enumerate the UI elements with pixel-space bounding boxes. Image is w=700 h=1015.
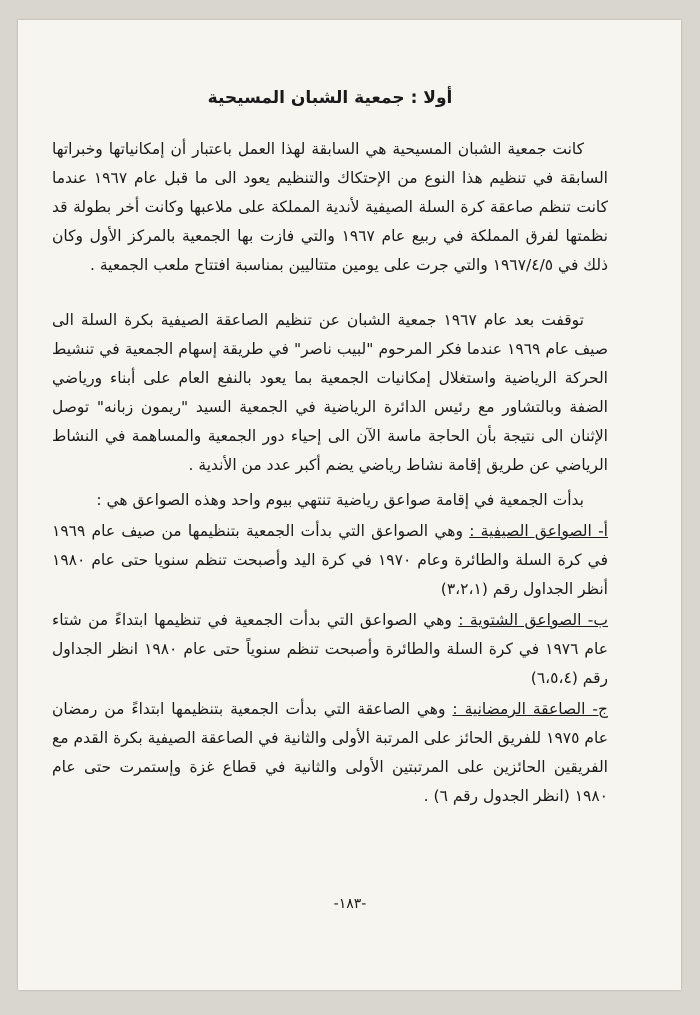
list-item-winter <box>52 606 608 693</box>
paragraph-history: توقفت بعد عام ١٩٦٧ جمعية الشبان عن تنظيم الصاعقة الصيفية بكرة السلة الى صيف عام ١٩٦٩ عندما فكر المرحوم "لبيب ناصر" في طريقة إسهام الجمعية في تنشيط الحركة الرياضية واستغلال إمكانيات الجمعية بما يعود بالنفع العام على أبناء ورياضي الضفة وبالتشاور مع رئيس الدائرة الرياضية في الجمعية السيد "ريمون زبانه" توصل الإثنان الى نتيجة بأن الحاجة ماسة الآن الى إحياء دور الجمعية والمساهمة في النشاط الرياضي عن طريق إقامة نشاط رياضي يضم أكبر عدد من الأندية . <box>52 311 609 474</box>
paragraph-competitions-intro: بدأت الجمعية في إقامة صواعق رياضية تنتهي بيوم واحد وهذه الصواعق هي : <box>96 491 584 509</box>
document-body <box>52 84 608 811</box>
item-text: وهي الصواعق التي بدأت الجمعية في تنظيمها ابتداءً من شتاء عام ١٩٧٦ في كرة السلة والطائرة وأصبحت تنظم سنوياً حتى عام ١٩٨٠ انظر الجداول رقم (٦،٥،٤) <box>52 611 608 687</box>
item-heading: أ- الصواعق الصيفية : <box>469 522 608 540</box>
list-item-ramadan <box>52 695 608 811</box>
item-heading: ب- الصواعق الشتوية : <box>458 611 608 629</box>
item-heading: ج- الصاعقة الرمضانية : <box>452 700 609 718</box>
paragraph-spacer <box>52 280 608 306</box>
section-title: أولا : جمعية الشبان المسيحية <box>207 88 453 108</box>
paragraph-intro: كانت جمعية الشبان المسيحية هي السابقة لهذا العمل باعتبار أن إمكانياتها وخبراتها السابقة في تنظيم هذا النوع من الإحتكاك والتنظيم يعود الى ما قبل عام ١٩٦٧ عندما كانت تنظم صاعقة كرة السلة الصيفية لأندية المملكة على ملاعبها وكانت أخر بطولة قد نظمتها لفرق المملكة في ربيع عام ١٩٦٧ والتي فازت بها الجمعية بالمركز الأول وكان ذلك في ١٩٦٧/٤/٥ والتي جرت على يومين متتاليين بمناسبة افتتاح ملعب الجمعية . <box>52 140 608 274</box>
page-number: -١٨٣- <box>333 896 367 912</box>
item-text: وهي الصواعق التي بدأت الجمعية بتنظيمها من صيف عام ١٩٦٩ في كرة السلة والطائرة وعام ١٩٧٠ في كرة اليد وأصبحت تنظم سنويا حتى عام ١٩٨٠ أنظر الجداول رقم (٣،٢،١) <box>52 522 608 598</box>
list-item-summer <box>52 517 608 604</box>
item-text: وهي الصاعقة التي بدأت الجمعية بتنظيمها ابتداءً من رمضان عام ١٩٧٥ للفريق الحائز على المرتبة الأولى والثانية في الصاعقة الصيفية بكرة القدم مع الفريقين الحائزين على المرتبتين الأولى والثانية في قطاع غزة وإستمرت حتى عام ١٩٨٠ (انظر الجدول رقم ٦) . <box>52 700 609 805</box>
